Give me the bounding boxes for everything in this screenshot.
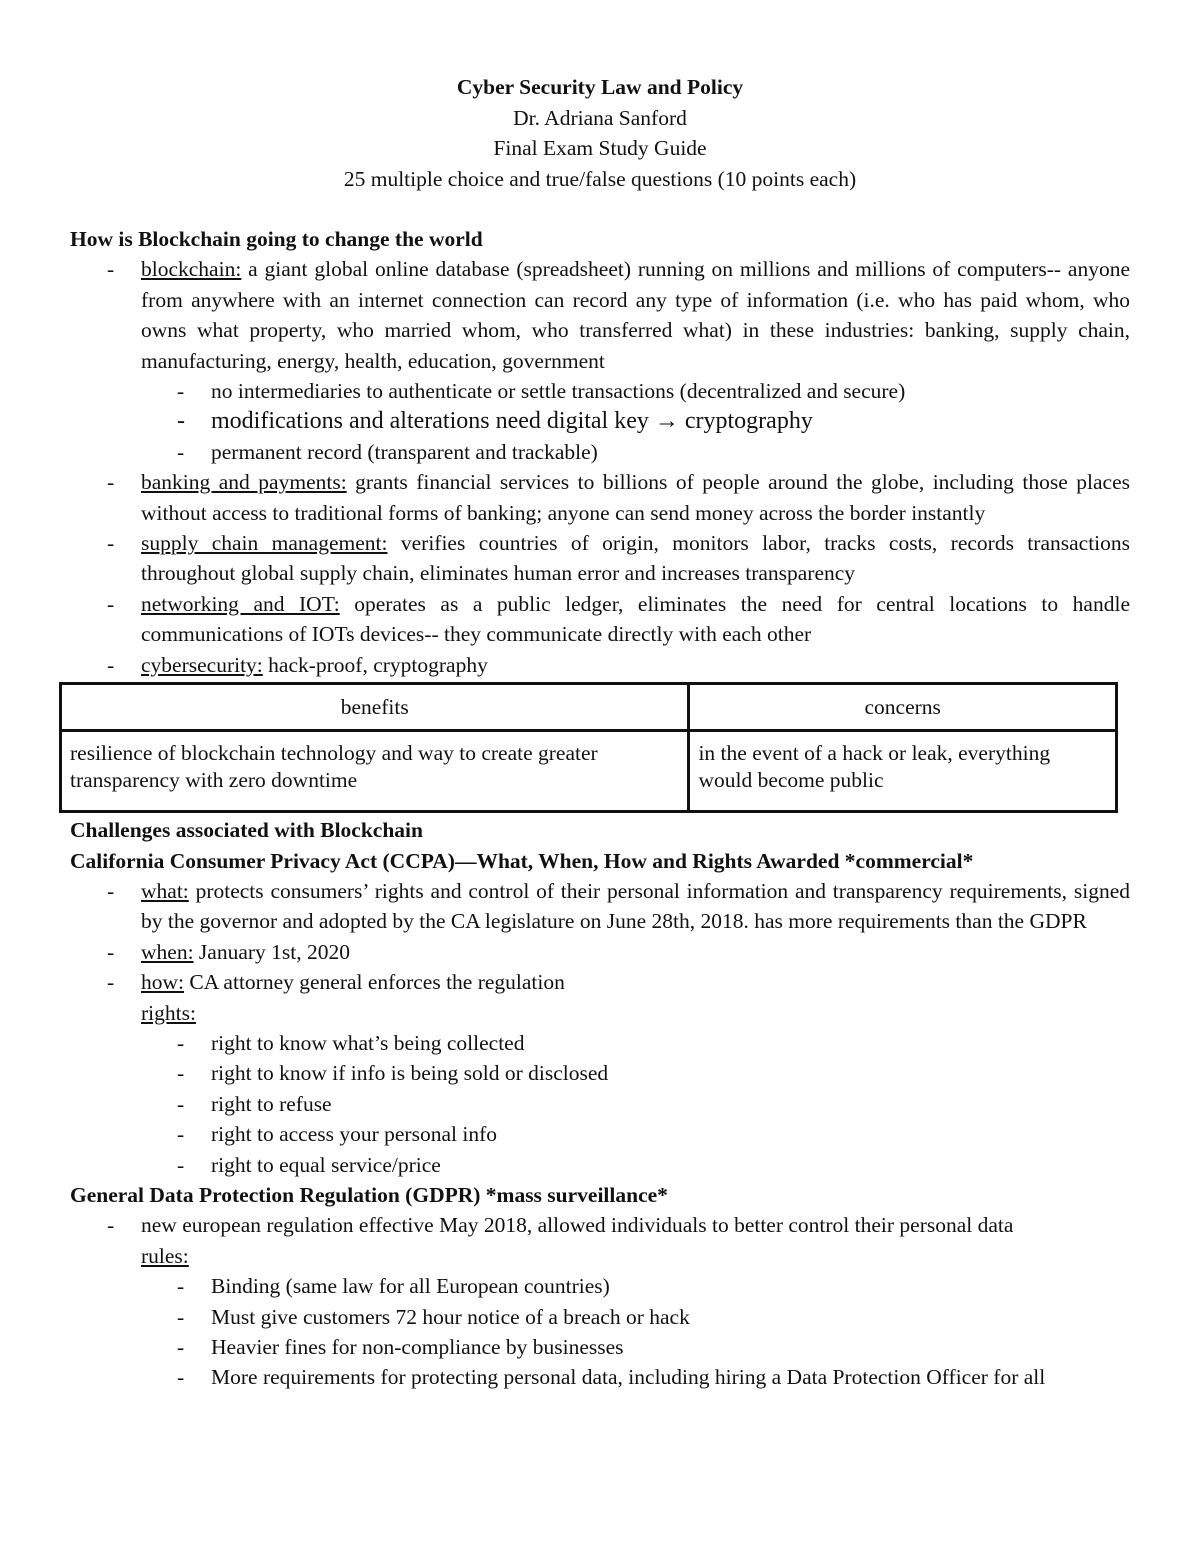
rights-label-line bbox=[141, 998, 1130, 1028]
table-row bbox=[61, 731, 1117, 812]
dash-bullet: - bbox=[177, 379, 185, 404]
list-item bbox=[70, 650, 1130, 680]
document-type: Final Exam Study Guide bbox=[493, 136, 707, 160]
list-item bbox=[70, 1119, 1130, 1149]
rule-text: Heavier fines for non-compliance by businesses bbox=[211, 1335, 624, 1359]
list-item bbox=[70, 876, 1130, 937]
rights-list bbox=[141, 1028, 1130, 1180]
definition: grants financial services to billions of people around the globe, including those places without access to traditional forms of banking; anyone can send money across the border instantly bbox=[141, 470, 1131, 525]
list-item bbox=[70, 1271, 1130, 1301]
term: banking and payments: bbox=[141, 470, 347, 495]
benefits-concerns-table bbox=[59, 682, 1118, 813]
blockchain-heading: How is Blockchain going to change the world bbox=[70, 227, 483, 251]
list-item bbox=[70, 1210, 1130, 1392]
blockchain-list bbox=[70, 254, 1130, 680]
dash-bullet: - bbox=[107, 970, 115, 995]
dash-bullet: - bbox=[177, 439, 185, 464]
challenges-heading: Challenges associated with Blockchain bbox=[70, 818, 423, 843]
dash-bullet: - bbox=[177, 1365, 185, 1390]
list-item bbox=[70, 937, 1130, 967]
dash-bullet: - bbox=[107, 257, 115, 282]
right-text: right to know if info is being sold or disclosed bbox=[211, 1061, 609, 1086]
list-item bbox=[70, 1150, 1130, 1180]
definition: protects consumers’ rights and control of their personal information and transparency requirements, signed by the governor and adopted by the CA legislature on June 28th, 2018. has more requirements than the GDPR bbox=[141, 878, 1130, 934]
exam-format: 25 multiple choice and true/false questions (10 points each) bbox=[343, 166, 857, 191]
list-item bbox=[70, 1089, 1130, 1119]
sub-item-text: no intermediaries to authenticate or settle transactions (decentralized and secure) bbox=[211, 379, 906, 404]
term: how: bbox=[141, 970, 184, 995]
gdpr-item-text: new european regulation effective May 2018, allowed individuals to better control their personal data bbox=[141, 1213, 1014, 1238]
dash-bullet: - bbox=[177, 1304, 185, 1329]
list-item bbox=[70, 1058, 1130, 1088]
term: what: bbox=[141, 878, 189, 903]
list-item bbox=[70, 967, 1130, 1180]
list-item bbox=[70, 1028, 1130, 1058]
definition: operates as a public ledger, eliminates the need for central locations to handle communications of IOTs devices-- they communicate directly with each other bbox=[141, 591, 1130, 647]
benefits-header: benefits bbox=[61, 684, 689, 731]
rules-label-line bbox=[141, 1241, 1130, 1271]
definition: a giant global online database (spreadsheet) running on millions and millions of computers-- anyone from anywhere with an internet connection can record any type of information (i.e. who has paid whom, who owns what property, who married whom, who transferred what) in these industries: banking, supply chain, manufacturing, energy, health, education, government bbox=[141, 257, 1130, 373]
gdpr-list bbox=[70, 1210, 1130, 1392]
instructor-name: Dr. Adriana Sanford bbox=[513, 105, 687, 130]
concerns-header: concerns bbox=[689, 684, 1117, 731]
right-text: right to know what’s being collected bbox=[211, 1030, 525, 1055]
benefits-cell: resilience of blockchain technology and way to create greater transparency with zero downtime bbox=[61, 731, 689, 812]
dash-bullet: - bbox=[177, 1335, 185, 1359]
term: when: bbox=[141, 939, 194, 964]
rule-text: Binding (same law for all European countries) bbox=[211, 1274, 610, 1299]
list-item bbox=[70, 254, 1130, 467]
list-item bbox=[70, 1332, 1130, 1362]
term: supply chain management: bbox=[141, 531, 388, 556]
ccpa-list bbox=[70, 876, 1130, 1180]
right-text: right to refuse bbox=[211, 1091, 332, 1116]
list-item bbox=[70, 437, 1130, 467]
document-header bbox=[0, 72, 1200, 194]
dash-bullet: - bbox=[177, 1274, 185, 1299]
dash-bullet: - bbox=[107, 1213, 115, 1238]
right-text: right to equal service/price bbox=[211, 1152, 441, 1177]
definition: CA attorney general enforces the regulation bbox=[184, 970, 565, 995]
dash-bullet: - bbox=[177, 1152, 185, 1177]
term: cybersecurity: bbox=[141, 652, 263, 677]
dash-bullet: - bbox=[177, 1030, 185, 1055]
dash-bullet: - bbox=[107, 939, 115, 964]
document-title: Cyber Security Law and Policy bbox=[456, 75, 744, 99]
dash-bullet: - bbox=[107, 470, 115, 495]
blockchain-sublist bbox=[141, 376, 1130, 467]
dash-bullet: - bbox=[177, 1091, 185, 1116]
right-text: right to access your personal info bbox=[211, 1122, 497, 1147]
list-item bbox=[70, 1362, 1130, 1392]
sub-item-text: permanent record (transparent and trackable) bbox=[211, 439, 598, 464]
list-item bbox=[70, 467, 1130, 528]
table-header-row bbox=[61, 684, 1117, 731]
dash-bullet: - bbox=[177, 1061, 185, 1086]
gdpr-heading: General Data Protection Regulation (GDPR) *mass surveillance* bbox=[70, 1182, 668, 1207]
dash-bullet: - bbox=[107, 878, 115, 903]
dash-bullet: - bbox=[107, 531, 115, 556]
list-item bbox=[70, 406, 1130, 436]
list-item bbox=[70, 1302, 1130, 1332]
dash-bullet: - bbox=[107, 591, 115, 616]
rule-text: Must give customers 72 hour notice of a breach or hack bbox=[211, 1304, 690, 1329]
rules-label: rules: bbox=[141, 1243, 189, 1268]
list-item bbox=[70, 376, 1130, 406]
rights-label: rights: bbox=[141, 1000, 196, 1025]
rules-list bbox=[141, 1271, 1130, 1393]
sub-item-text: modifications and alterations need digital key → cryptography bbox=[211, 408, 813, 435]
document-body bbox=[70, 224, 1130, 1393]
rule-text: More requirements for protecting personal data, including hiring a Data Protection Officer for all bbox=[211, 1365, 1046, 1390]
ccpa-heading: California Consumer Privacy Act (CCPA)—What, When, How and Rights Awarded *commercial* bbox=[70, 848, 974, 873]
list-item bbox=[70, 589, 1130, 650]
definition: verifies countries of origin, monitors labor, tracks costs, records transactions throughout global supply chain, eliminates human error and increases transparency bbox=[141, 531, 1131, 586]
concerns-cell: in the event of a hack or leak, everything would become public bbox=[689, 731, 1117, 812]
list-item bbox=[70, 528, 1130, 589]
dash-bullet: - bbox=[177, 408, 185, 435]
definition: hack-proof, cryptography bbox=[262, 652, 488, 677]
definition: January 1st, 2020 bbox=[193, 939, 350, 964]
term: blockchain: bbox=[141, 257, 242, 282]
dash-bullet: - bbox=[177, 1122, 185, 1147]
term: networking and IOT: bbox=[141, 591, 340, 616]
dash-bullet: - bbox=[107, 652, 115, 677]
